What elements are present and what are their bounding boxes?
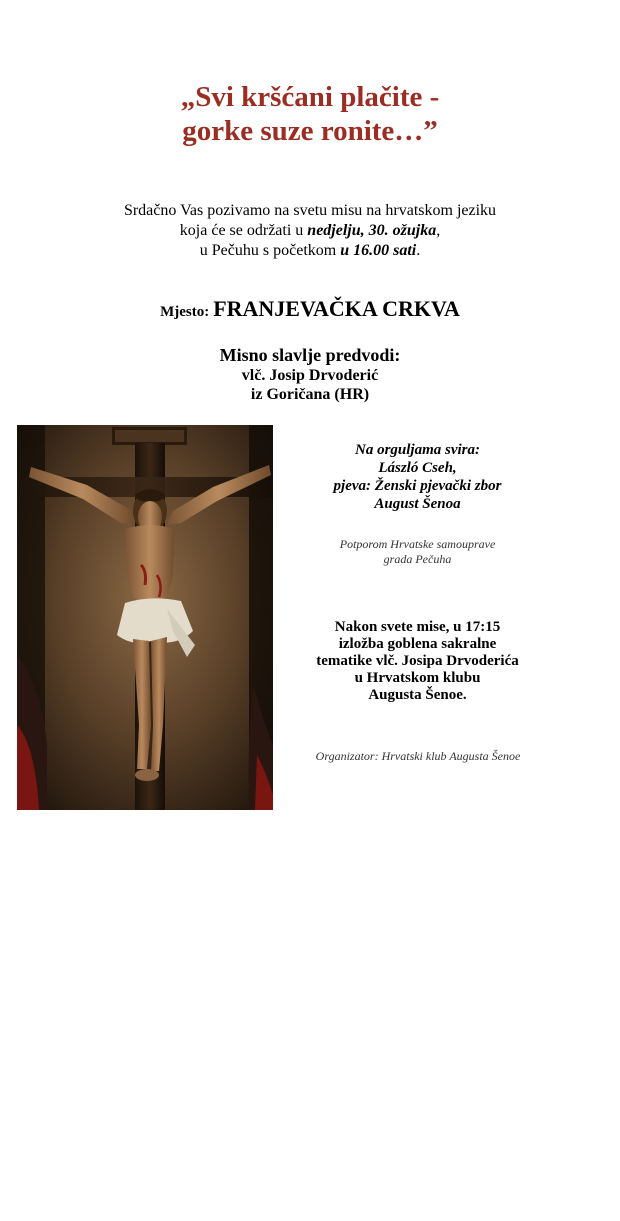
- invitation-line-3-end: .: [416, 242, 421, 259]
- invitation-line-3: [0, 241, 620, 261]
- celebrant-name: vlč. Josip Drvoderić: [241, 367, 379, 384]
- title-line-2: gorke suze ronite…”: [182, 115, 438, 147]
- mass-date: nedjelju, 30. ožujka: [307, 222, 437, 239]
- celebrant-origin: iz Goričana (HR): [250, 386, 370, 403]
- venue-name: FRANJEVAČKA CRKVA: [213, 296, 460, 321]
- organist-name: László Cseh,: [378, 460, 457, 476]
- invitation-line-2-end: ,: [436, 222, 441, 239]
- invitation-line-2-start: koja će se održati u: [179, 222, 308, 239]
- organ-label: Na orguljama svira:: [354, 442, 480, 458]
- exhibition-line-3: tematike vlč. Josipa Drvoderića: [316, 653, 519, 669]
- crucifix-photo: [17, 425, 273, 1220]
- celebrant-heading: Misno slavlje predvodi:: [219, 345, 401, 365]
- photo-watermark: [44, 1203, 108, 1221]
- choir-name: August Šenoa: [374, 496, 461, 512]
- venue: [0, 296, 620, 322]
- invitation-line-2: [0, 221, 620, 241]
- organizer-note: Organizator: Hrvatski klub Augusta Šenoe: [315, 749, 521, 763]
- support-line-2: grada Pečuha: [383, 552, 452, 566]
- watermark-text: Kollár: [67, 1203, 108, 1220]
- venue-label: Mjesto:: [160, 304, 210, 320]
- poster-title: [0, 80, 620, 148]
- choir-label: pjeva: Ženski pjevački zbor: [333, 478, 502, 494]
- celebrant-block: [0, 344, 620, 404]
- camera-icon: [44, 1204, 64, 1220]
- mass-time: u 16.00 sati: [340, 242, 417, 259]
- invitation-line-1: Srdačno Vas pozivamo na svetu misu na hrvatskom jeziku: [123, 202, 497, 219]
- support-note: [285, 537, 550, 567]
- exhibition-line-2: izložba goblena sakralne: [338, 636, 497, 652]
- exhibition-line-5: Augusta Šenoe.: [368, 687, 467, 703]
- music-info: [285, 441, 550, 513]
- exhibition-info: [285, 619, 550, 704]
- title-line-1: „Svi kršćani plačite -: [180, 81, 440, 113]
- invitation-line-3-start: u Pečuhu s početkom: [199, 242, 341, 259]
- invitation-text: [0, 201, 620, 261]
- support-line-1: Potporom Hrvatske samouprave: [339, 537, 496, 551]
- exhibition-line-4: u Hrvatskom klubu: [354, 670, 481, 686]
- exhibition-line-1: Nakon svete mise, u 17:15: [334, 619, 501, 635]
